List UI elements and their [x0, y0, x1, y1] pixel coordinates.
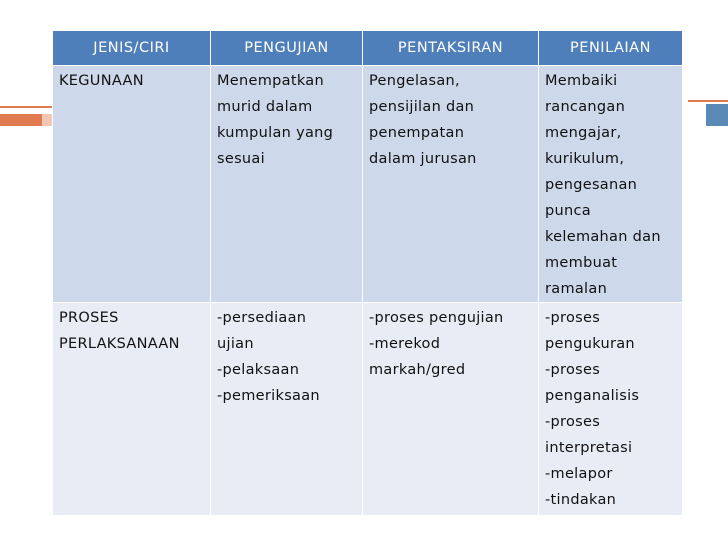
cell-text-line: -merekod	[369, 336, 441, 352]
cell-text-line: pengesanan	[545, 177, 638, 193]
cell-label	[53, 66, 211, 303]
cell-text-line: kurikulum,	[545, 151, 625, 167]
cell-text-line: mengajar,	[545, 125, 622, 141]
cell-text-line: Pengelasan,	[369, 73, 460, 89]
cell-text-line: -proses pengujian	[369, 310, 504, 326]
right-accent-decoration	[688, 100, 728, 106]
cell-text-line: -proses	[545, 362, 601, 378]
cell-text-line: ramalan	[545, 281, 608, 297]
header-pentaksiran: PENTAKSIRAN	[363, 31, 539, 66]
header-jenis-ciri: JENIS/CIRI	[53, 31, 211, 66]
cell-text-line: -melapor	[545, 466, 613, 482]
cell-pentaksiran	[363, 66, 539, 303]
cell-penilaian	[539, 66, 683, 303]
cell-text-line: markah/gred	[369, 362, 466, 378]
cell-text-line: interpretasi	[545, 440, 633, 456]
cell-text-line: kelemahan dan	[545, 229, 661, 245]
cell-text-line: PROSES	[59, 310, 119, 326]
cell-text-line: murid dalam	[217, 99, 313, 115]
cell-penilaian	[539, 303, 683, 516]
cell-pengujian	[211, 66, 363, 303]
cell-pengujian	[211, 303, 363, 516]
header-pengujian: PENGUJIAN	[211, 31, 363, 66]
cell-text-line: punca	[545, 203, 591, 219]
cell-text-line: KEGUNAAN	[59, 73, 144, 89]
cell-text-line: rancangan	[545, 99, 626, 115]
cell-text-line: pensijilan dan	[369, 99, 475, 115]
cell-pentaksiran	[363, 303, 539, 516]
cell-text-line: dalam jurusan	[369, 151, 477, 167]
cell-text-line: -pemeriksaan	[217, 388, 320, 404]
cell-text-line: Menempatkan	[217, 73, 324, 89]
comparison-table	[52, 30, 683, 516]
cell-text-line: -proses	[545, 310, 601, 326]
right-accent-block	[706, 104, 728, 126]
cell-text-line: -tindakan	[545, 492, 617, 508]
cell-text-line: -pelaksaan	[217, 362, 300, 378]
cell-text-line: pengukuran	[545, 336, 635, 352]
cell-text-line: kumpulan yang	[217, 125, 334, 141]
cell-text-line: Membaiki	[545, 73, 618, 89]
cell-text-line: ujian	[217, 336, 254, 352]
cell-text-line: sesuai	[217, 151, 265, 167]
header-row	[53, 31, 683, 66]
cell-label	[53, 303, 211, 516]
table-row-kegunaan	[53, 66, 683, 303]
cell-text-line: -proses	[545, 414, 601, 430]
header-penilaian: PENILAIAN	[539, 31, 683, 66]
cell-text-line: PERLAKSANAAN	[59, 336, 180, 352]
cell-text-line: penganalisis	[545, 388, 640, 404]
cell-text-line: membuat	[545, 255, 618, 271]
table-row-proses	[53, 303, 683, 516]
cell-text-line: -persediaan	[217, 310, 307, 326]
left-accent-highlight	[42, 114, 52, 126]
left-accent-decoration	[0, 106, 52, 120]
cell-text-line: penempatan	[369, 125, 465, 141]
